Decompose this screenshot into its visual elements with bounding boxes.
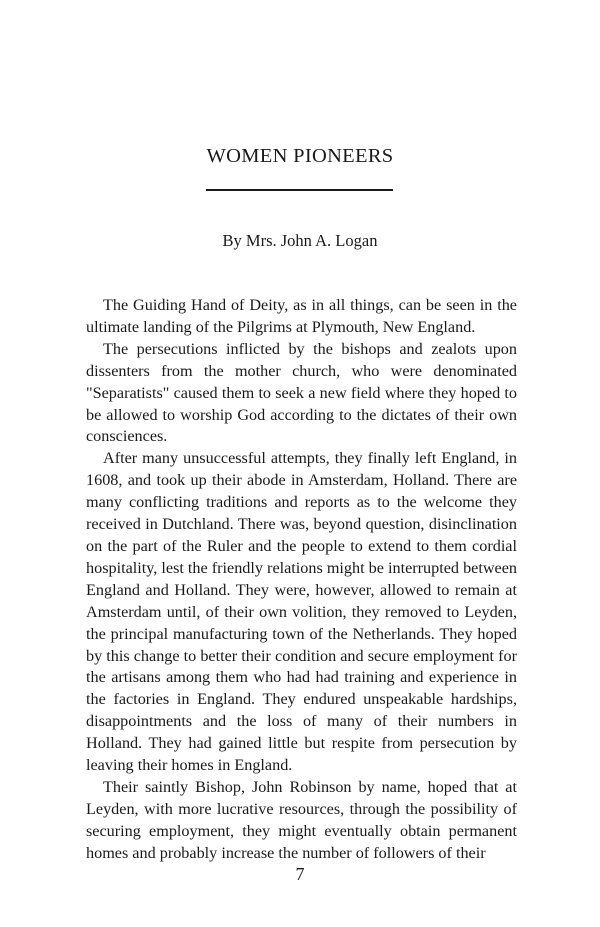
- paragraph: After many unsuccessful attempts, they finally left England, in 1608, and took up their abode in Amsterdam, Holland. There are many conflicting traditions and reports as to the welcome they received in Dutchland. There was, beyond question, disinclination on the part of the Ruler and the people to extend to them cordial hospitality, lest the friendly relations might be interrupted between England and Holland. They were, however, allowed to remain at Amsterdam until, of their own volition, they removed to Leyden, the principal manufacturing town of the Netherlands. They hoped by this change to better their condition and secure employment for the artisans among them who had had training and experience in the factories in England. They endured unspeakable hardships, disappointments and the loss of many of their numbers in Holland. They had gained little but respite from persecution by leaving their homes in England.: [86, 449, 517, 775]
- paragraph: The persecutions inflicted by the bishops and zealots upon dissenters from the mother church, who were denominated "Separatists" caused them to seek a new field where they hoped to be allowed to worship God according to the dictates of their own consciences.: [86, 339, 517, 446]
- title-divider: [206, 189, 393, 191]
- author-byline: By Mrs. John A. Logan: [222, 231, 378, 250]
- body-text: [86, 295, 517, 865]
- paragraph: The Guiding Hand of Deity, as in all things, can be seen in the ultimate landing of the Pilgrims at Plymouth, New England.: [86, 296, 517, 336]
- paragraph: Their saintly Bishop, John Robinson by name, hoped that at Leyden, with more lucrative resources, through the possibility of securing employment, they might eventually obtain permanent homes and probably increase the number of followers of their: [86, 777, 517, 862]
- chapter-title: WOMEN PIONEERS: [206, 145, 394, 167]
- page-number: 7: [295, 864, 305, 884]
